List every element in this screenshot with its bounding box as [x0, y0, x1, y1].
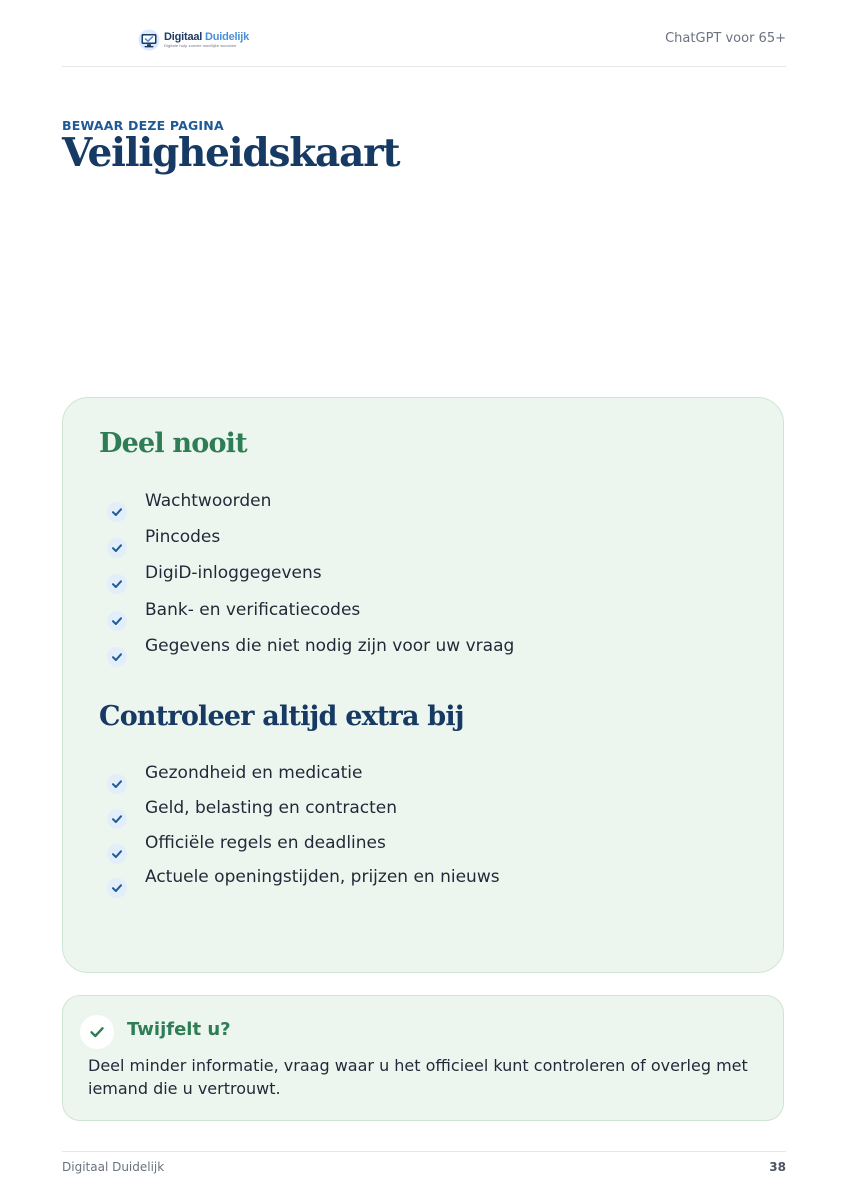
list-item-text: Actuele openingstijden, prijzen en nieuws	[145, 867, 500, 888]
check-icon	[80, 1015, 114, 1049]
tip-box	[62, 995, 784, 1121]
page-title: Veiligheidskaart	[62, 130, 400, 176]
check-icon	[107, 774, 127, 794]
safety-card	[62, 397, 784, 973]
check-icon	[107, 538, 127, 558]
list-item	[99, 560, 514, 596]
page-footer	[62, 1151, 786, 1182]
list-item	[99, 597, 514, 633]
logo-word-digitaal: Digitaal	[164, 31, 203, 43]
never-share-list	[99, 488, 514, 669]
list-item-text: Gezondheid en medicatie	[145, 763, 363, 783]
check-icon	[107, 844, 127, 864]
list-item-text: Pincodes	[145, 527, 221, 548]
list-item-text: DigiD-inloggegevens	[145, 563, 322, 584]
list-item	[99, 760, 500, 795]
eyebrow-label: BEWAAR DEZE PAGINA	[62, 118, 224, 133]
footer-brand: Digitaal Duidelijk	[62, 1160, 165, 1174]
check-icon	[107, 878, 127, 898]
list-item	[99, 524, 514, 560]
list-item-text: Gegevens die niet nodig zijn voor uw vraag	[145, 635, 515, 656]
logo-monitor-icon	[138, 29, 160, 51]
never-share-heading: Deel nooit	[99, 428, 247, 459]
check-icon	[107, 809, 127, 829]
list-item	[99, 795, 500, 830]
check-icon	[107, 647, 127, 667]
list-item	[99, 633, 514, 669]
tip-text: Deel minder informatie, vraag waar u het officieel kunt controleren of overleg met iemand die u vertrouwt.	[88, 1056, 748, 1098]
document-title: ChatGPT voor 65+	[665, 31, 786, 46]
logo-tagline: Digitale hulp zonder moeilijke woorden	[164, 43, 237, 48]
list-item	[99, 864, 500, 899]
always-check-heading: Controleer altijd extra bij	[99, 701, 464, 732]
check-icon	[107, 574, 127, 594]
check-icon	[107, 502, 127, 522]
check-icon	[107, 611, 127, 631]
list-item-text: Wachtwoorden	[145, 491, 272, 511]
logo	[138, 28, 249, 52]
always-check-list	[99, 760, 500, 899]
page-header	[62, 24, 786, 67]
logo-word-duidelijk: Duidelijk	[205, 31, 250, 43]
page-number: 38	[769, 1160, 786, 1174]
list-item-text: Bank- en verificatiecodes	[145, 599, 361, 620]
list-item	[99, 488, 514, 524]
list-item	[99, 830, 500, 865]
list-item-text: Officiële regels en deadlines	[145, 832, 386, 853]
list-item-text: Geld, belasting en contracten	[145, 797, 398, 818]
tip-title: Twijfelt u?	[127, 1019, 231, 1040]
